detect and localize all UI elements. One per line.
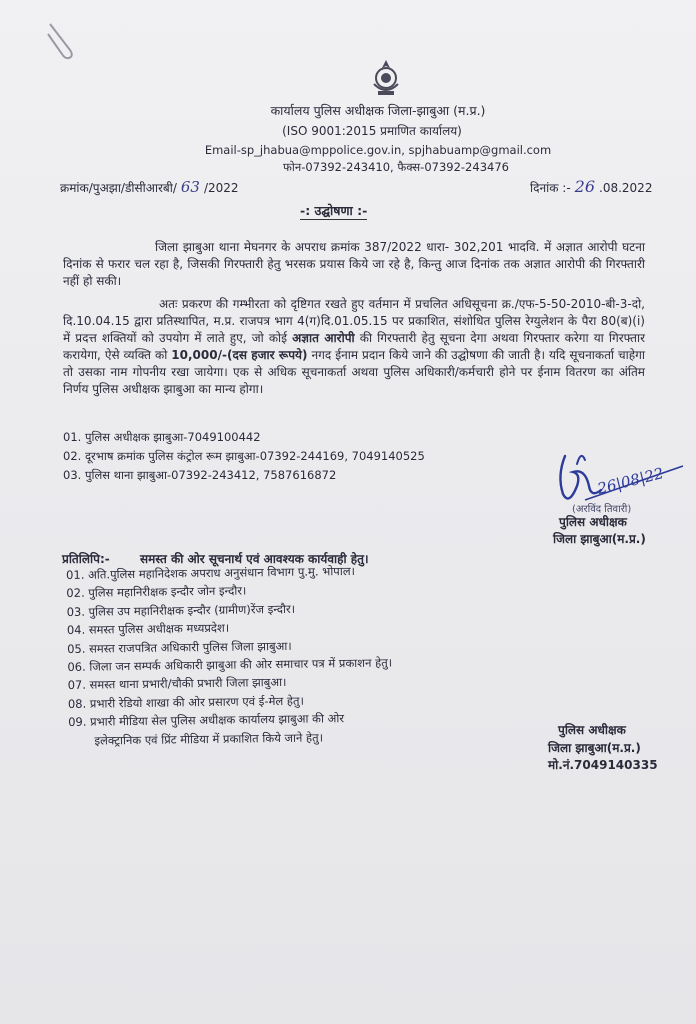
signatory-name: (अरविंद तिवारी): [572, 504, 632, 515]
copy-item-continuation: इलेक्ट्रानिक एवं प्रिंट मीडिया में प्रकाशित किये जाने हेतु।: [94, 730, 324, 748]
copy-item: 08. प्रभारी रेडियो शाखा की ओर प्रसारण एवं ई-मेल हेतु।: [67, 693, 304, 711]
copy-item: 05. समस्त राजपत्रित अधिकारी पुलिस जिला झाबुआ।: [67, 638, 292, 656]
office-email: Email-sp_jhabua@mppolice.gov.in, spjhabuamp@gmail.com: [204, 143, 552, 157]
copy-item: 06. जिला जन सम्पर्क अधिकारी झाबुआ की ओर समाचार पत्र में प्रकाशन हेतु।: [67, 655, 393, 675]
contact-list: [63, 428, 425, 485]
body-paragraph-1: [63, 239, 645, 290]
contact-item: 03. पुलिस थाना झाबुआ-07392-243412, 7587616872: [63, 468, 337, 482]
office-phone: फोन-07392-243410, फैक्स-07392-243476: [283, 160, 509, 174]
contact-item: 01. पुलिस अधीक्षक झाबुआ-7049100442: [63, 430, 261, 444]
unknown-accused-text: अज्ञात आरोपी: [292, 331, 355, 345]
document-title: -: उद्घोषणा :-: [300, 203, 368, 218]
document-date: [530, 177, 652, 196]
date-handwritten-day: 26: [574, 177, 596, 196]
copies-label: प्रतिलिपि:-: [62, 552, 110, 566]
footer-signature-block: [548, 722, 658, 775]
paragraph-1-text: जिला झाबुआ थाना मेघनगर के अपराध क्रमांक 387/2022 धारा- 302,201 भादवि. में अज्ञात आरोपी घटना दिनांक से फरार चल रहा है, जिसकी गिरफ्तारी हेतु भरसक प्रयास किये जा रहे है, किन्तु आज दिनांक तक अज्ञात आरोपी की गिरफ्तारी नहीं हो सकी।: [63, 240, 645, 288]
signatory-block: [553, 514, 646, 548]
signatory-district: जिला झाबुआ(म.प्र.): [553, 532, 646, 546]
reference-prefix: क्रमांक/पुअझा/डीसीआरबी/: [60, 181, 177, 195]
iso-certification: (ISO 9001:2015 प्रमाणित कार्यालय): [282, 124, 462, 138]
office-name: कार्यालय पुलिस अधीक्षक जिला-झाबुआ (म.प्र.): [270, 103, 486, 118]
paragraph-2-text-e: नगद ईनाम प्रदान किये जाने की उद्घोषणा की जाती है। यदि सूचनाकर्ता चाहेगा तो उसका नाम गोपनीय रखा जायेगा। एक से अधिक सूचनाकर्ता अथवा पुलिस अधिकारी/कर्मचारी होने पर ईनाम वितरण का अंतिम निर्णय पुलिस अधीक्षक झाबुआ का मान्य होगा।: [63, 348, 645, 396]
footer-district: जिला झाबुआ(म.प्र.): [548, 740, 641, 755]
reference-number: [60, 178, 239, 196]
copy-item: 07. समस्त थाना प्रभारी/चौकी प्रभारी जिला झाबुआ।: [67, 675, 287, 693]
paragraph-2-text-a: अतः प्रकरण की गम्भीरता को दृष्टिगत रखते हुए वर्तमान में प्रचलित अधिसूचना क्र./एफ-5-50-2010-बी-3-दो, दि.10.04.15 द्वारा प्रतिस्थापित, म.प्र. राजपत्र भाग 4(ग)दि.01.05.15 पर प्रकाशित, संशोधित पुलिस रेग्युलेशन के पैरा 80(ब)(i) में प्रदत्त शक्तियों को उपयोग में लाते हुए, जो कोई: [63, 297, 645, 345]
date-label: दिनांक :-: [530, 181, 571, 195]
date-rest: .08.2022: [599, 181, 653, 195]
reward-amount: 10,000/-(दस हजार रूपये): [171, 348, 308, 362]
copy-item: 01. अति.पुलिस महानिदेशक अपराध अनुसंधान विभाग पु.मु. भोपाल।: [66, 563, 356, 582]
copy-item: 03. पुलिस उप महानिरीक्षक इन्दौर (ग्रामीण)रेंज इन्दौर।: [66, 601, 296, 619]
footer-designation: पुलिस अधीक्षक: [558, 723, 626, 737]
copies-list: [66, 561, 393, 750]
contact-item: 02. दूरभाष क्रमांक पुलिस कंट्रोल रूम झाबुआ-07392-244169, 7049140525: [63, 449, 425, 463]
signatory-designation: पुलिस अधीक्षक: [559, 515, 627, 529]
reference-year: /2022: [203, 181, 239, 195]
footer-mobile: मो.नं.7049140335: [548, 758, 658, 772]
copy-item: 09. प्रभारी मीडिया सेल पुलिस अधीक्षक कार्यालय झाबुआ की ओर: [68, 711, 345, 730]
copy-item: 02. पुलिस महानिरीक्षक इन्दौर जोन इन्दौर।: [66, 583, 247, 601]
police-emblem: [366, 58, 406, 98]
signature-date: 26|08|22: [595, 464, 666, 498]
paragraph-2-text-c: की गिरफ्तारी हेतु सूचना देगा अथवा गिरफ्तार करेगा या गिरफ्तार करायेगा, ऐसे व्यक्ति को: [63, 331, 645, 362]
copies-purpose: समस्त की ओर सूचनार्थ एवं आवश्यक कार्यवाही हेतु।: [140, 552, 369, 566]
body-paragraph-2: [63, 296, 645, 398]
paper-clip-mark: [44, 18, 84, 64]
reference-handwritten-number: 63: [180, 178, 200, 196]
copy-item: 04. समस्त पुलिस अधीक्षक मध्यप्रदेश।: [66, 620, 230, 638]
